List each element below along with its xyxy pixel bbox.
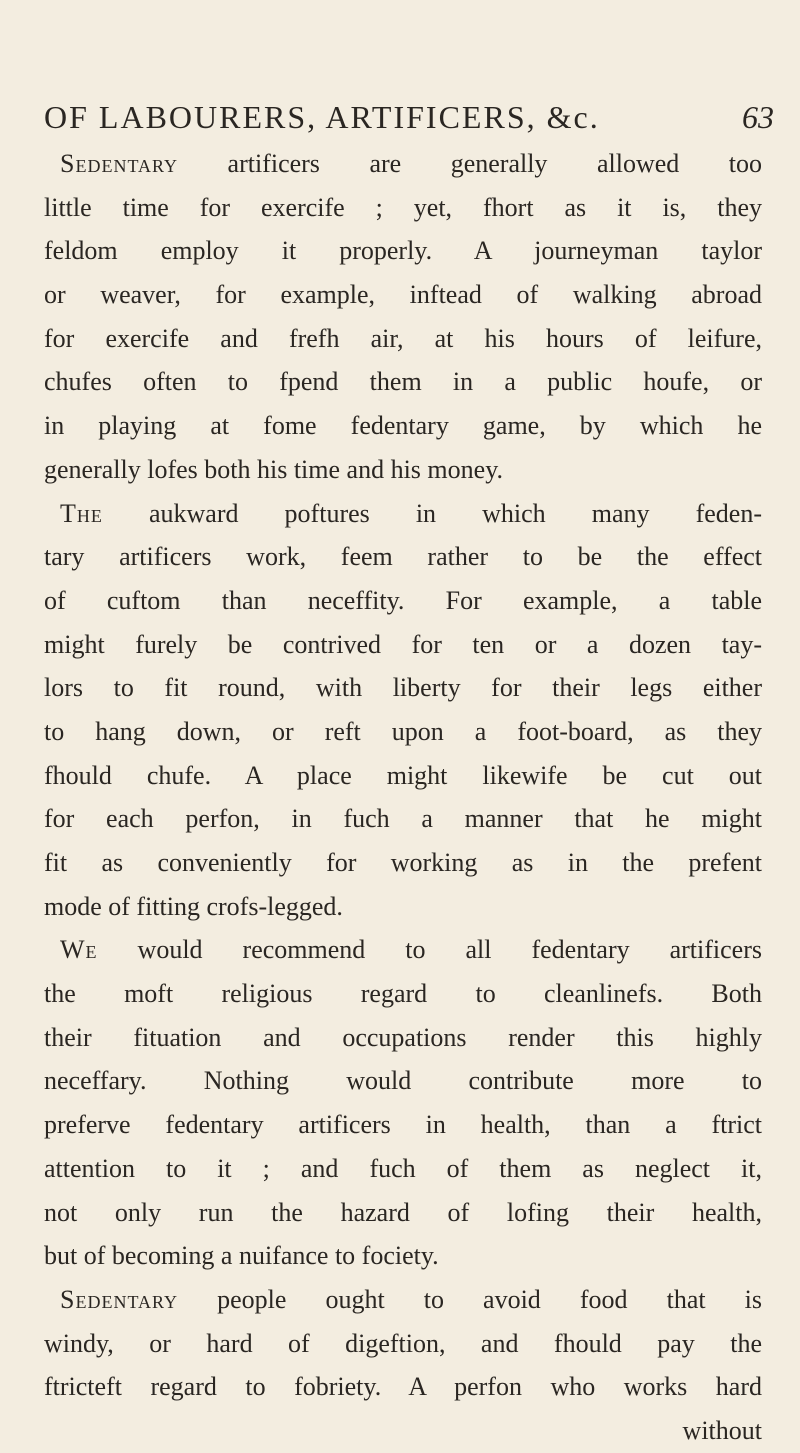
text-line: for exercife and frefh air, at his hours of leifure, xyxy=(44,323,762,353)
text-line: fit as conveniently for working as in the prefent xyxy=(44,848,762,877)
running-title: OF LABOURERS, ARTIFICERS, &c. xyxy=(44,99,600,135)
text-line: of cuftom than neceffity. For example, a table xyxy=(44,585,762,615)
text-line: not only run the hazard of lofing their health, xyxy=(44,1197,762,1227)
paragraph-lead-word: We xyxy=(60,935,98,965)
body-text xyxy=(44,142,762,1453)
text-line: ftricteft regard to fobriety. A perfon who works hard xyxy=(44,1372,762,1402)
text-line: Sedentary people ought to avoid food that is xyxy=(60,1284,762,1314)
text-line: fhould chufe. A place might likewife be cut out xyxy=(44,760,762,790)
text-line: tary artificers work, feem rather to be the effect xyxy=(44,542,762,572)
catchword: without xyxy=(682,1415,762,1445)
running-head xyxy=(44,95,774,139)
text-line: windy, or hard of digeftion, and fhould pay the xyxy=(44,1328,762,1358)
text-line: generally lofes both his time and his money. xyxy=(44,454,503,484)
text-line: the moft religious regard to cleanlinefs. Both xyxy=(44,979,762,1009)
text-line: mode of fitting crofs-legged. xyxy=(44,891,343,921)
paragraph-lead-word: Sedentary xyxy=(60,1284,179,1314)
text-line: Sedentary artificers are generally allowed too xyxy=(60,149,762,178)
text-line: attention to it ; and fuch of them as neglect it, xyxy=(44,1153,762,1183)
text-line: in playing at fome fedentary game, by which he xyxy=(44,411,762,441)
text-line: might furely be contrived for ten or a dozen tay- xyxy=(44,629,762,659)
text-line: little time for exercife ; yet, fhort as it is, they xyxy=(44,192,762,222)
page-number: 63 xyxy=(742,99,774,135)
paragraph-lead-word: The xyxy=(60,498,103,528)
text-line: neceffary. Nothing would contribute more to xyxy=(44,1066,762,1096)
text-line: but of becoming a nuifance to fociety. xyxy=(44,1241,439,1271)
text-line: We would recommend to all fedentary artificers xyxy=(60,935,762,965)
text-line: or weaver, for example, inftead of walking abroad xyxy=(44,280,762,310)
text-line: preferve fedentary artificers in health, than a ftrict xyxy=(44,1110,762,1140)
text-line: The aukward poftures in which many feden- xyxy=(60,498,762,528)
text-line: lors to fit round, with liberty for their legs either xyxy=(44,673,762,703)
text-line: for each perfon, in fuch a manner that he might xyxy=(44,804,762,834)
paragraph-lead-word: Sedentary xyxy=(60,149,179,178)
text-line: their fituation and occupations render this highly xyxy=(44,1022,762,1052)
text-line: chufes often to fpend them in a public houfe, or xyxy=(44,367,762,397)
text-line: feldom employ it properly. A journeyman taylor xyxy=(44,236,762,266)
text-line: to hang down, or reft upon a foot-board, as they xyxy=(44,716,762,746)
